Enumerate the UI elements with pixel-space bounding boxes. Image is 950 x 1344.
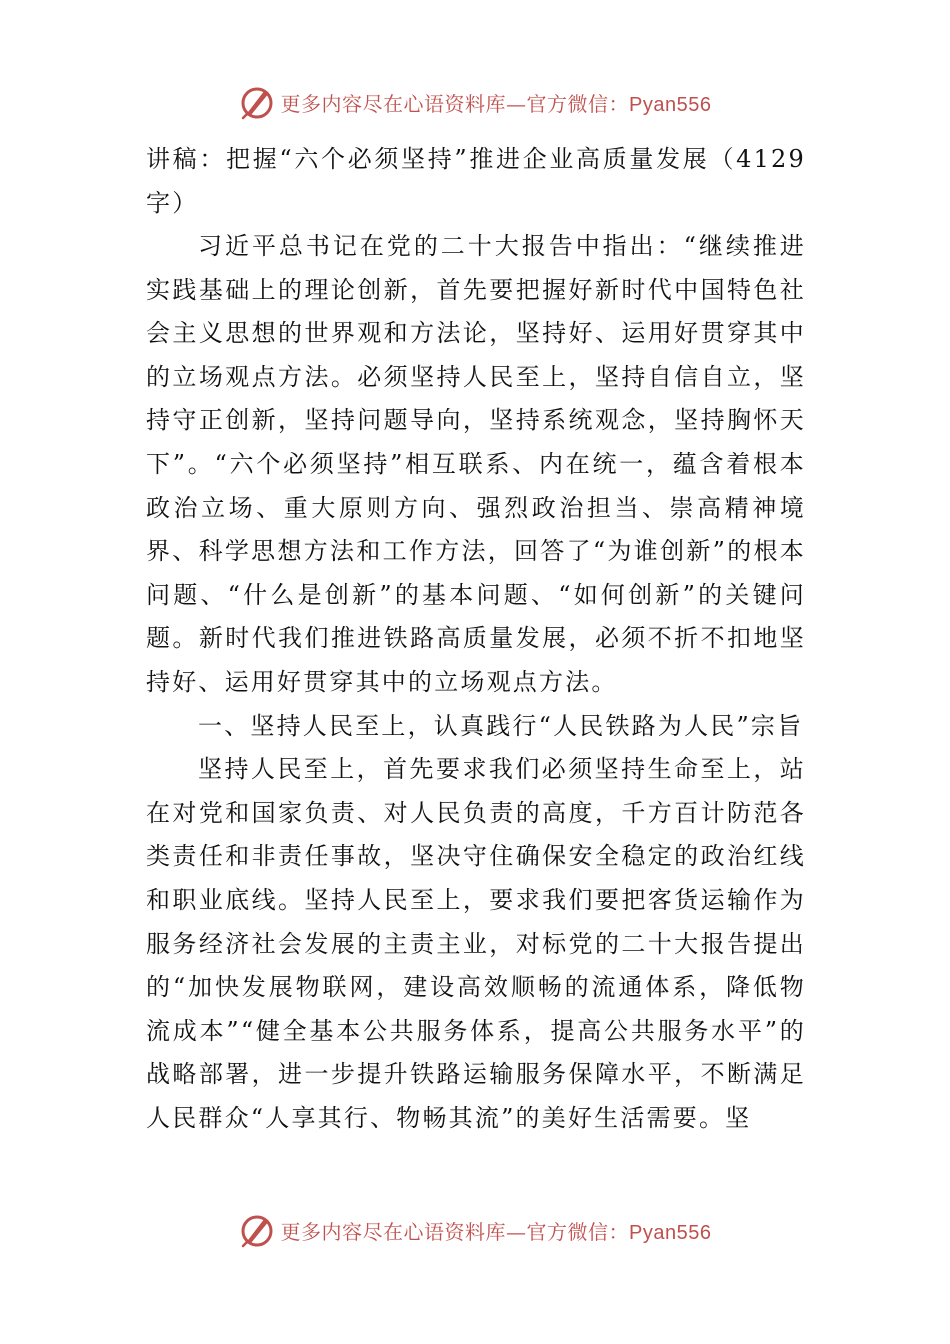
banner-label: 更多内容尽在心语资料库—官方微信：: [280, 1219, 630, 1244]
banner-wechat-id: Pyan556: [629, 1221, 712, 1244]
banner-wechat-id: Pyan556: [629, 93, 712, 116]
section-heading: 一、坚持人民至上，认真践行“人民铁路为人民”宗旨: [198, 711, 804, 740]
quill-logo-icon: [239, 84, 275, 120]
footer-watermark-banner: [0, 1210, 950, 1250]
banner-label: 更多内容尽在心语资料库—官方微信：: [280, 91, 630, 116]
header-watermark-banner: [0, 82, 950, 122]
banner-text: [281, 1216, 712, 1245]
banner-text: [281, 88, 712, 117]
paragraph: 坚持人民至上，首先要求我们必须坚持生命至上，站在对党和国家负责、对人民负责的高度，千方百计防范各类责任和非责任事故，坚决守住确保安全稳定的政治红线和职业底线。坚持人民至上，要求我们要把客货运输作为服务经济社会发展的主责主业，对标党的二十大报告提出的“加快发展物联网，建设高效顺畅的流通体系，降低物流成本”“健全基本公共服务体系，提高公共服务水平”的战略部署，进一步提升铁路运输服务保障水平，不断满足人民群众“人享其行、物畅其流”的美好生活需要。坚: [146, 755, 806, 1132]
paragraph: 习近平总书记在党的二十大报告中指出：“继续推进实践基础上的理论创新，首先要把握好新时代中国特色社会主义思想的世界观和方法论，坚持好、运用好贯穿其中的立场观点方法。必须坚持人民至上，坚持自信自立，坚持守正创新，坚持问题导向，坚持系统观念，坚持胸怀天下”。“六个必须坚持”相互联系、内在统一，蕴含着根本政治立场、重大原则方向、强烈政治担当、崇高精神境界、科学思想方法和工作方法，回答了“为谁创新”的根本问题、“什么是创新”的基本问题、“如何创新”的关键问题。新时代我们推进铁路高质量发展，必须不折不扣地坚持好、运用好贯穿其中的立场观点方法。: [146, 232, 806, 696]
quill-logo-icon: [239, 1212, 275, 1248]
document-body: [146, 137, 806, 1140]
document-title: 讲稿：把握“六个必须坚持”推进企业高质量发展（4129字）: [146, 145, 806, 217]
